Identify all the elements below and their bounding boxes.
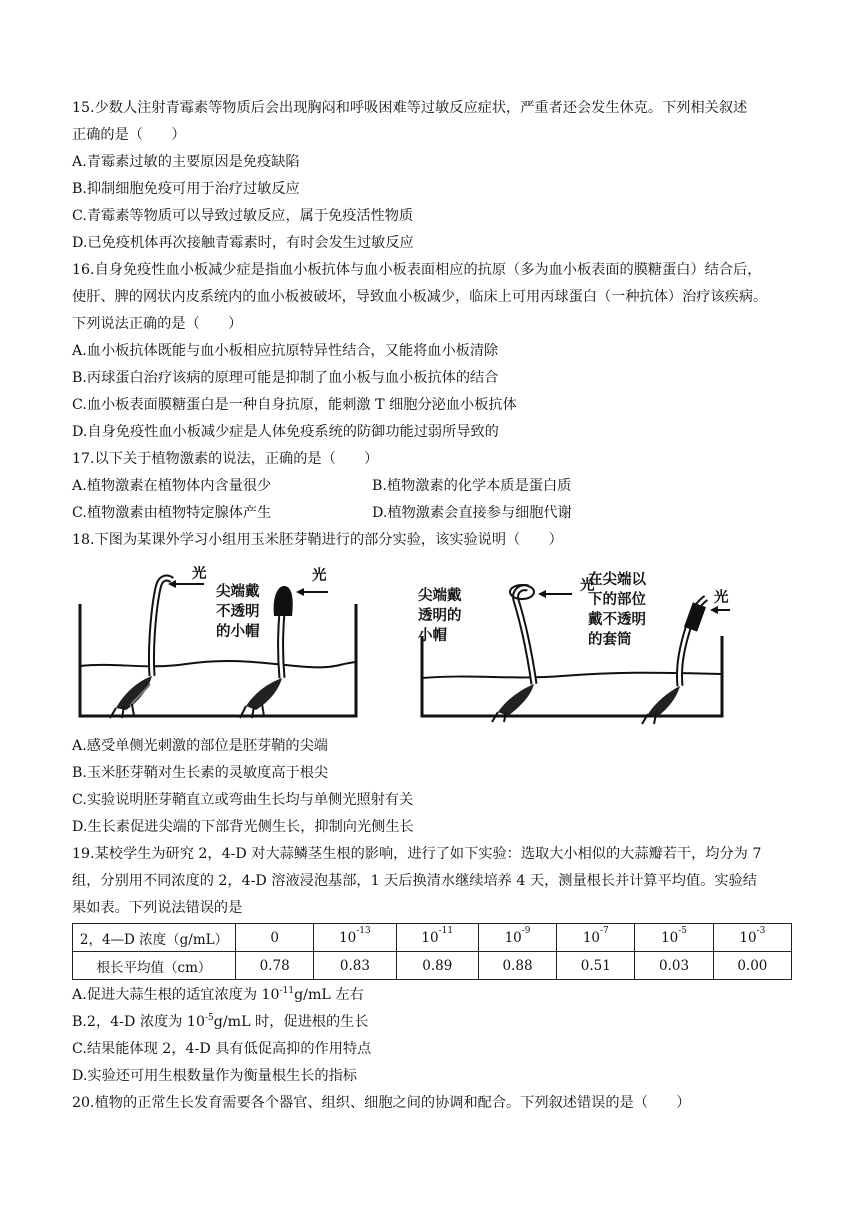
table-cell: $10^{-9}$: [478, 924, 556, 952]
label-b-line3: 小帽: [418, 628, 447, 644]
q18-stem: 18.下图为某课外学习小组用玉米胚芽鞘进行的部分实验，该实验说明（ ）: [72, 532, 563, 548]
opaque-cap: [274, 586, 293, 616]
label-c-line4: 的套筒: [588, 632, 632, 648]
q15-stem-line1: 15.少数人注射青霉素等物质后会出现胸闷和呼吸困难等过敏反应症状，严重者还会发生休克。下列相关叙述: [72, 100, 748, 116]
q15-option-c: C.青霉素等物质可以导致过敏反应，属于免疫活性物质: [72, 208, 414, 224]
table-cell: $10^{-13}$: [314, 924, 396, 952]
q17-stem: 17.以下关于植物激素的说法，正确的是（ ）: [72, 451, 379, 467]
table-cell: 0.03: [635, 952, 713, 980]
q18-option-c: C.实验说明胚芽鞘直立或弯曲生长均与单侧光照射有关: [72, 792, 414, 808]
q16-stem-line2: 使肝、脾的网状内皮系统内的血小板被破坏，导致血小板减少，临床上可用丙球蛋白（一种抗体）治疗该疾病。: [72, 289, 768, 305]
q19-stem-line1: 19.某校学生为研究 2，4-D 对大蒜鳞茎生根的影响，进行了如下实验：选取大小相似的大蒜瓣若干，均分为 7: [72, 846, 762, 862]
coleoptile-figure-right: [412, 566, 732, 726]
opaque-sleeve: [684, 602, 706, 631]
q18-option-b: B.玉米胚芽鞘对生长素的灵敏度高于根尖: [72, 765, 329, 781]
light-label-3: 光: [580, 578, 595, 594]
q15-option-a: A.青霉素过敏的主要原因是免疫缺陷: [72, 154, 300, 170]
light-label-4: 光: [714, 590, 729, 606]
row-header-concentration: 2，4—D 浓度（g/mL）: [73, 924, 236, 952]
q17-option-d: D.植物激素会直接参与细胞代谢: [372, 505, 572, 521]
label-c-line2: 下的部位: [588, 592, 646, 608]
q16-option-a: A.血小板抗体既能与血小板相应抗原特异性结合，又能将血小板清除: [72, 343, 499, 359]
q17-option-b: B.植物激素的化学本质是蛋白质: [372, 478, 572, 494]
table-cell: 0.78: [236, 952, 314, 980]
q19-option-a: A.促进大蒜生根的适宜浓度为 $10^{-11}g/mL$ 左右: [72, 986, 364, 1003]
label-c-line3: 戴不透明: [588, 612, 646, 628]
table-cell: 0.89: [396, 952, 478, 980]
q19-data-table: [72, 923, 792, 980]
row-header-root-length: 根长平均值（cm）: [73, 952, 236, 980]
q18-option-d: D.生长素促进尖端的下部背光侧生长，抑制向光侧生长: [72, 819, 414, 835]
table-row-root-length: [73, 952, 792, 980]
table-row-concentration: [73, 924, 792, 952]
table-cell: $10^{-5}$: [635, 924, 713, 952]
q16-option-c: C.血小板表面膜糖蛋白是一种自身抗原，能刺激 T 细胞分泌血小板抗体: [72, 397, 517, 413]
light-label-1: 光: [192, 566, 207, 582]
q17-option-c: C.植物激素由植物特定腺体产生: [72, 505, 272, 521]
q15-option-b: B.抑制细胞免疫可用于治疗过敏反应: [72, 181, 300, 197]
q20-stem: 20.植物的正常生长发育需要各个器官、组织、细胞之间的协调和配合。下列叙述错误的是（ ）: [72, 1095, 691, 1111]
q19-option-c: C.结果能体现 2，4-D 具有低促高抑的作用特点: [72, 1041, 372, 1057]
label-b-line2: 透明的: [418, 608, 462, 624]
q16-stem-line1: 16.自身免疫性血小板减少症是指血小板抗体与血小板表面相应的抗原（多为血小板表面的膜糖蛋白）结合后，: [72, 262, 762, 278]
table-cell: 0.00: [713, 952, 791, 980]
q16-option-b: B.丙球蛋白治疗该病的原理可能是抑制了血小板与血小板抗体的结合: [72, 370, 499, 386]
table-cell: 0.88: [478, 952, 556, 980]
coleoptile-figure-left: [76, 566, 366, 726]
table-cell: 0: [236, 924, 314, 952]
label-a-line1: 尖端戴: [216, 584, 260, 600]
label-c-line1: 在尖端以: [588, 572, 646, 588]
q19-option-b: B.2，4-D 浓度为 $10^{-5}g/mL$ 时，促进根的生长: [72, 1013, 369, 1030]
q15-stem-line2: 正确的是（ ）: [72, 127, 186, 143]
q19-option-d: D.实验还可用生根数量作为衡量根生长的指标: [72, 1068, 357, 1084]
table-cell: $10^{-3}$: [713, 924, 791, 952]
table-cell: $10^{-7}$: [557, 924, 635, 952]
table-cell: 0.83: [314, 952, 396, 980]
light-label-2: 光: [312, 568, 327, 584]
label-a-line2: 不透明: [216, 604, 260, 620]
q15-option-d: D.已免疫机体再次接触青霉素时，有时会发生过敏反应: [72, 235, 414, 251]
table-cell: 0.51: [557, 952, 635, 980]
q19-stem-line2: 组，分别用不同浓度的 2，4-D 溶液浸泡基部，1 天后换清水继续培养 4 天，测量根长并计算平均值。实验结: [72, 873, 757, 889]
label-a-line3: 的小帽: [216, 624, 260, 640]
q17-option-a: A.植物激素在植物体内含量很少: [72, 478, 272, 494]
q16-option-d: D.自身免疫性血小板减少症是人体免疫系统的防御功能过弱所导致的: [72, 424, 499, 440]
table-cell: $10^{-11}$: [396, 924, 478, 952]
label-b-line1: 尖端戴: [418, 588, 462, 604]
q19-stem-line3: 果如表。下列说法错误的是: [72, 900, 243, 916]
q18-option-a: A.感受单侧光刺激的部位是胚芽鞘的尖端: [72, 738, 328, 754]
q16-stem-line3: 下列说法正确的是（ ）: [72, 316, 243, 332]
